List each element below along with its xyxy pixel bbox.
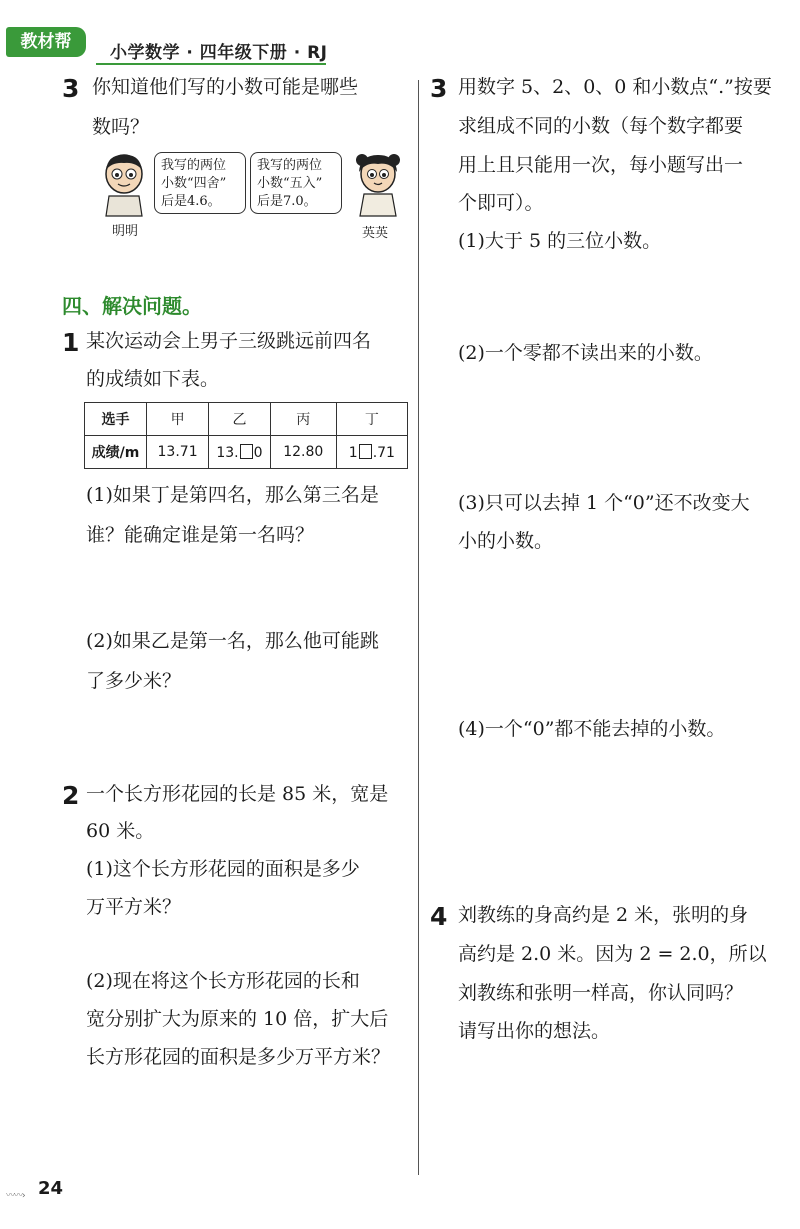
ying-bubble-line: 小数“五入” <box>257 176 323 191</box>
ying-speech-bubble <box>250 152 342 214</box>
problem-2-sub-2-line-3: 长方形花园的面积是多少万平方米？ <box>86 1046 391 1068</box>
score-jia: 13.71 <box>146 436 208 469</box>
problem-3-line-2: 求组成不同的小数（每个数字都要 <box>458 115 744 137</box>
score-yi-suffix: 0 <box>253 444 263 461</box>
problem-2-sub-2-line-1: (2)现在将这个长方形花园的长和 <box>86 970 360 992</box>
column-divider <box>418 80 419 1175</box>
problem-4-line-3: 刘教练和张明一样高，你认同吗？ <box>458 982 744 1004</box>
problem-4-line-2: 高约是 2.0 米。因为 2 = 2.0，所以 <box>458 943 767 965</box>
table-header-cell: 乙 <box>209 403 271 436</box>
table-header-cell: 甲 <box>146 403 208 436</box>
problem-2-sub-2-line-2: 宽分别扩大为原来的 10 倍，扩大后 <box>86 1008 389 1030</box>
ying-bubble-line: 后是7.0。 <box>257 194 317 209</box>
problem-1-sub-1-line-1: (1)如果丁是第四名，那么第三名是 <box>86 484 379 506</box>
table-row <box>85 436 408 469</box>
score-ding-suffix: .71 <box>372 444 395 461</box>
footer-decoration: 〰〰› <box>6 1191 25 1201</box>
problem-4-number: 4 <box>430 902 448 931</box>
problem-3-sub-3-line-1: (3)只可以去掉 1 个“0”还不改变大 <box>458 492 750 514</box>
score-ding <box>336 436 407 469</box>
problem-2-line-1: 一个长方形花园的长是 85 米，宽是 <box>86 783 389 805</box>
problem-3-sub-3-line-2: 小的小数。 <box>458 530 554 552</box>
table-header-cell: 丁 <box>336 403 407 436</box>
ming-bubble-line: 小数“四舍” <box>161 176 227 191</box>
score-bing: 12.80 <box>270 436 336 469</box>
ying-name: 英英 <box>362 226 389 241</box>
problem-2-sub-1-line-2: 万平方米？ <box>86 896 182 918</box>
page-number: 24 <box>38 1178 64 1199</box>
problem-4-line-1: 刘教练的身高约是 2 米，张明的身 <box>458 904 749 926</box>
textbook-badge: 教材帮 <box>6 27 86 57</box>
problem-2-sub-1-line-1: (1)这个长方形花园的面积是多少 <box>86 858 360 880</box>
problem-3-line-3: 用上且只能用一次，每小题写出一 <box>458 154 744 176</box>
problem-1-line-2: 的成绩如下表。 <box>86 368 220 390</box>
problem-4-line-4: 请写出你的想法。 <box>458 1020 611 1042</box>
problem-3-sub-2: (2)一个零都不读出来的小数。 <box>458 342 713 364</box>
problem-3-number: 3 <box>430 74 448 103</box>
ming-bubble-line: 后是4.6。 <box>161 194 221 209</box>
problem-2-line-2: 60 米。 <box>86 820 155 842</box>
problem-1-sub-2-line-1: (2)如果乙是第一名，那么他可能跳 <box>86 630 379 652</box>
question-3-line-1: 你知道他们写的小数可能是哪些 <box>92 76 359 98</box>
problem-1-sub-2-line-2: 了多少米？ <box>86 670 182 692</box>
problem-3-sub-1: (1)大于 5 的三位小数。 <box>458 230 662 252</box>
ming-bubble-line: 我写的两位 <box>161 158 227 173</box>
question-3-number: 3 <box>62 74 80 103</box>
table-header-row <box>85 403 408 436</box>
table-header-cell: 丙 <box>270 403 336 436</box>
problem-3-line-4: 个即可）。 <box>458 192 544 214</box>
row-label: 成绩/m <box>85 436 147 469</box>
blank-box <box>359 444 372 459</box>
score-yi-prefix: 13. <box>216 444 239 461</box>
scores-table <box>84 402 408 469</box>
ying-bubble-line: 我写的两位 <box>257 158 323 173</box>
question-3-line-2: 数吗？ <box>92 116 150 138</box>
table-header-cell: 选手 <box>85 403 147 436</box>
boy-illustration <box>96 152 152 218</box>
blank-box <box>240 444 253 459</box>
score-yi <box>209 436 271 469</box>
problem-2-number: 2 <box>62 781 80 810</box>
problem-3-line-1: 用数字 5、2、0、0 和小数点“.”按要 <box>458 76 772 98</box>
girl-illustration <box>350 150 406 218</box>
ming-name: 明明 <box>112 224 139 239</box>
book-title: 小学数学 · 四年级下册 · RJ <box>110 43 328 63</box>
problem-1-line-1: 某次运动会上男子三级跳远前四名 <box>86 330 372 352</box>
header-underline <box>96 63 326 65</box>
problem-1-number: 1 <box>62 328 80 357</box>
section-title: 四、解决问题。 <box>62 294 202 318</box>
ming-speech-bubble <box>154 152 246 214</box>
problem-3-sub-4: (4)一个“0”都不能去掉的小数。 <box>458 718 726 740</box>
score-ding-prefix: 1 <box>348 444 358 461</box>
problem-1-sub-1-line-2: 谁？能确定谁是第一名吗？ <box>86 524 315 546</box>
